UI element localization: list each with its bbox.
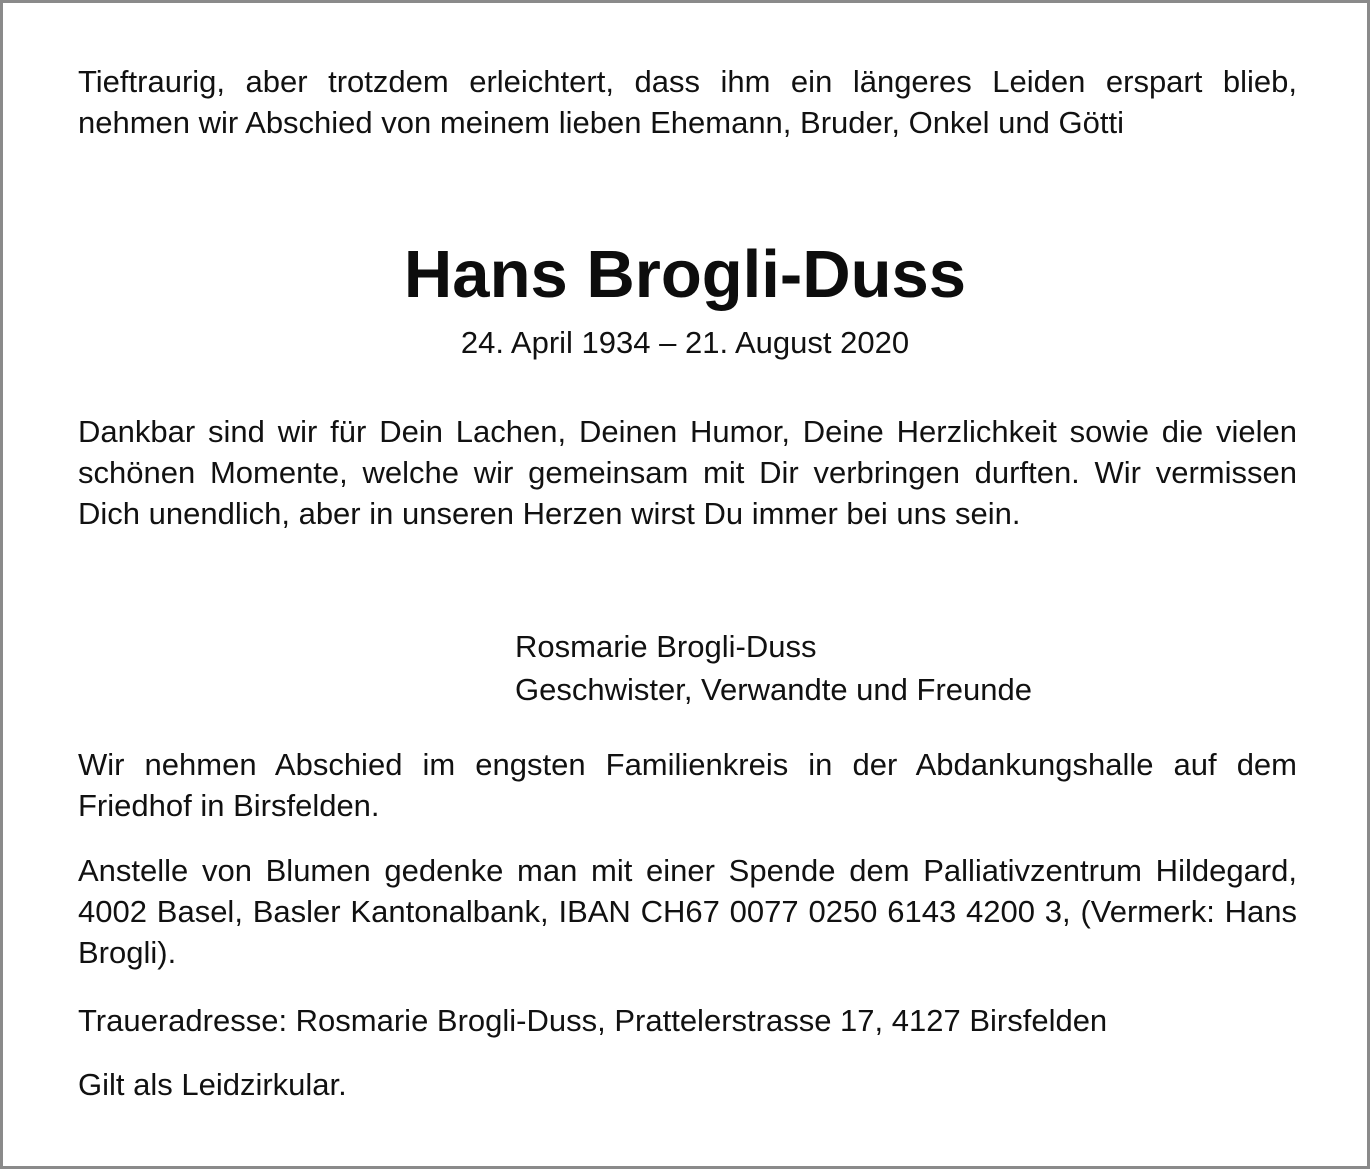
gratitude-paragraph: Dankbar sind wir für Dein Lachen, Deinen Humor, Deine Herzlichkeit sowie die vielen schönen Momente, welche wir gemeinsam mit Dir verbringen durften. Wir vermissen Dich unendlich, aber in unseren Herzen wirst Du immer bei uns sein.: [78, 414, 1297, 531]
circular-note: Gilt als Leidzirkular.: [78, 1067, 347, 1102]
signer-spouse: Rosmarie Brogli-Duss: [515, 629, 817, 664]
donation-paragraph: Anstelle von Blumen gedenke man mit einer Spende dem Palliativzentrum Hildegard, 4002 Basel, Basler Kantonalbank, IBAN CH67 0077 0250 6143 4200 3, (Vermerk: Hans Brogli).: [78, 853, 1297, 970]
ceremony-paragraph: Wir nehmen Abschied im engsten Familienkreis in der Abdankungshalle auf dem Friedhof in Birsfelden.: [78, 747, 1297, 823]
deceased-name: Hans Brogli-Duss: [403, 237, 967, 312]
signer-family: Geschwister, Verwandte und Freunde: [515, 672, 1032, 707]
mourning-address: Traueradresse: Rosmarie Brogli-Duss, Prattelerstrasse 17, 4127 Birsfelden: [78, 1003, 1108, 1038]
signers-block: [515, 625, 1032, 711]
intro-paragraph: Tieftraurig, aber trotzdem erleichtert, dass ihm ein längeres Leiden erspart blieb, nehmen wir Abschied von meinem lieben Ehemann, Bruder, Onkel und Götti: [78, 64, 1297, 140]
life-dates: 24. April 1934 – 21. August 2020: [460, 325, 910, 360]
